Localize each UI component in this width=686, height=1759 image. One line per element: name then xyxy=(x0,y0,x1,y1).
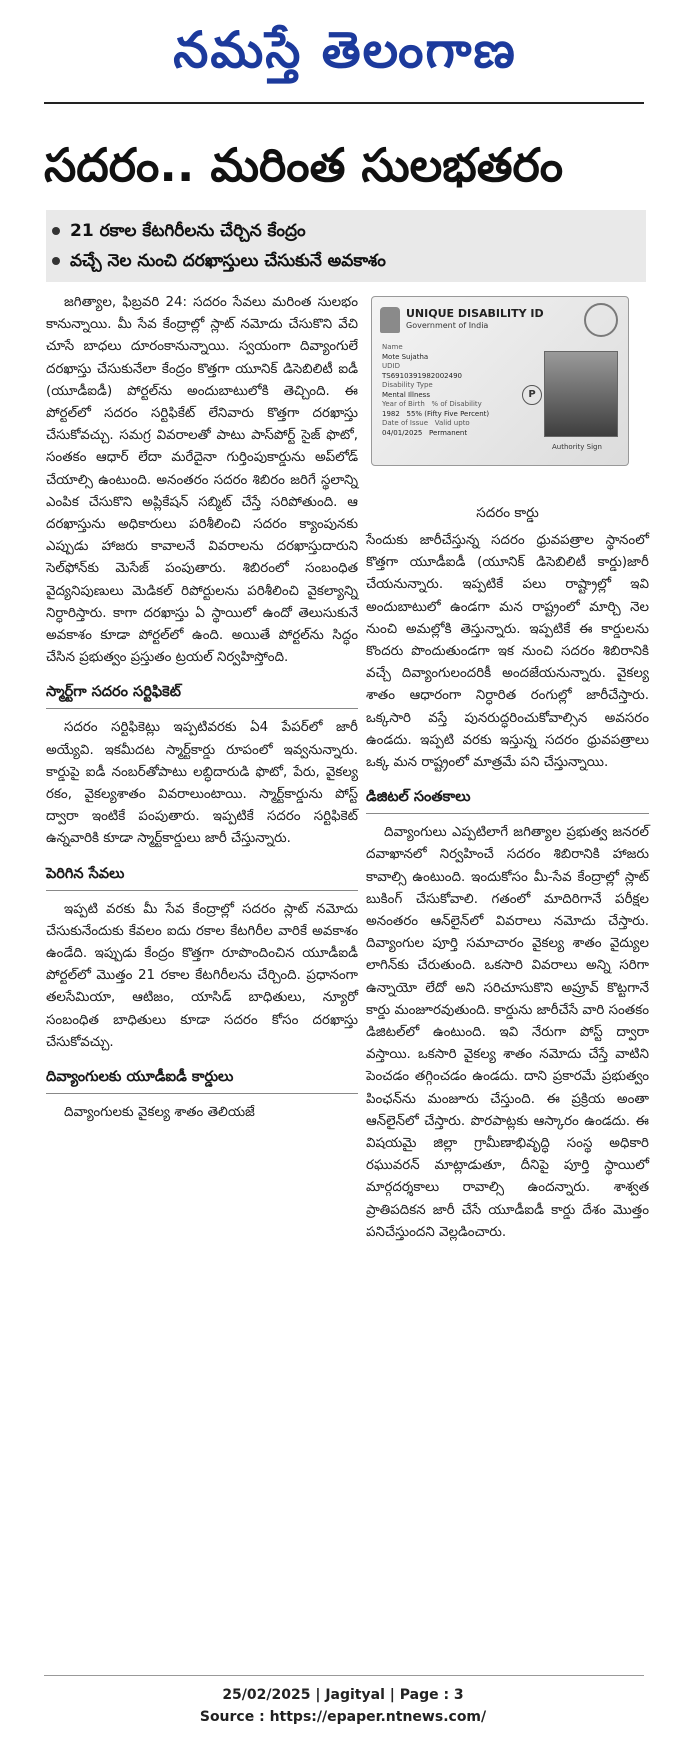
paragraph: సేందుకు జారీచేస్తున్న సదరం ధ్రువపత్రాల స్థానంలో కొత్తగా యూడీఐడీ (యూనిక్ డిసెబిలిటీ కార్డు)జారీ చేయనున్నారు. ఇప్పటికే పలు రాష్ట్రాల్లో ఇవి అందుబాటులో ఉండగా మన రాష్ట్రంలో మార్చి నెల నుంచి అమల్లోకి తెస్తున్నారు. ఇప్పటికే ఈ కార్డులను కొందరు పొందుతుండగా ఇక నుంచి సదరం శిబిరానికి వచ్చే దివ్యాంగులందరికీ అందజేయనున్నారు. వైకల్య శాతం ఆధారంగా నిర్ధారిత రంగుల్లో జారీచేస్తారు. ఒక్కసారి వస్తే పునరుద్ధరించుకోవాల్సిన అవసరం ఉండదు. ఇప్పటి వరకు ఇస్తున్న సదరం ధ్రువపత్రాలు ఒక్క మన రాష్ట్రంలో మాత్రమే పని చేస్తున్నాయి. xyxy=(366,533,649,771)
card-p-mark: P xyxy=(522,385,542,405)
card-label: Disability Type xyxy=(382,381,433,389)
photo-caption: సదరం కార్డు xyxy=(476,505,539,521)
masthead xyxy=(40,10,650,90)
bullet-item xyxy=(46,246,646,276)
footer xyxy=(0,1684,686,1728)
card-value-issue: 04/01/2025 xyxy=(382,428,423,437)
card-label: UDID xyxy=(382,362,400,370)
card-label-issue: Date of Issue xyxy=(382,419,429,427)
card-label-valid: Valid upto xyxy=(434,419,470,427)
card-label-pct: % of Disability xyxy=(431,400,482,408)
bullet-text: వచ్చే నెల నుంచి దరఖాస్తులు చేసుకునే అవకాశం xyxy=(70,251,386,271)
card-subtitle: Government of India xyxy=(406,321,489,330)
subheading-digital-signatures: డిజిటల్ సంతకాలు xyxy=(366,784,649,814)
card-value: TS6910391982002490 xyxy=(382,371,462,380)
paragraph: దివ్యాంగులకు వైకల్య శాతం తెలియజే xyxy=(64,1105,255,1121)
bottom-rule xyxy=(44,1675,644,1676)
card-label xyxy=(382,419,522,429)
udid-card-photo xyxy=(371,296,629,466)
paragraph: ఇప్పటి వరకు మీ సేవ కేంద్రాల్లో సదరం స్లాట్ నమోదు చేసుకునేందుకు కేవలం ఐదు రకాల కేటగిరీల వారికే అవకాశం ఉండేది. ఇప్పుడు కేంద్రం కొత్తగా రూపొందించిన యూడీఐడీ పోర్టల్‌లో మొత్తం 21 రకాల కేటగిరీలను చేర్చింది. ప్రధానంగా తలసేమియా, ఆటిజం, యాసిడ్ బాధితులు, న్యూరో సంబంధిత బాధితులు కూడా సదరం కోసం దరఖాస్తు చేసుకోవచ్చు. xyxy=(46,901,358,1050)
emblem-icon xyxy=(380,307,400,333)
lead-paragraph: జగిత్యాల, ఫిబ్రవరి 24: సదరం సేవలు మరింత సులభం కానున్నాయి. మీ సేవ కేంద్రాల్లో స్లాట్ నమోదు చేసుకొని వేచి చూసే బాధలు దూరంకానున్నాయి. స్వయంగా దివ్యాంగులే దరఖాస్తు చేసుకునేలా కేంద్రం కొత్తగా యూనిక్ డిసెబిలిటీ ఐడీ (యూడీఐడీ) పోర్టల్‌ను అందుబాటులోకి తెచ్చింది. ఈ పోర్టల్‌లో సదరం సర్టిఫికేట్ లేనివారు కొత్తగా దరఖాస్తు చేసుకోవచ్చు. సమగ్ర వివరాలతో పాటు పాస్‌పోర్ట్ సైజ్ ఫొటో, సంతకం ఆధార్ లేదా మరేదైనా గుర్తింపుకార్డును అప్‌లోడ్ చేయాల్సి ఉంటుంది. అనంతరం సదరం శిబిరం జరిగే స్థలాన్ని ఎంపిక చేసుకొని అప్లికేషన్ సబ్మిట్ చేస్తే సరిపోతుంది. ఆ దరఖాస్తును అధికారులు పరిశీలించి సదరం క్యాంపునకు ఎప్పుడు హాజరు కావాలనే వివరాలను దరఖాస్తుదారుని సెల్‌ఫోన్‌కు మెసేజ్ పంపుతారు. శిబిరంలో సంబంధిత వైద్యనిపుణులు మెడికల్ రిపోర్టులను పరిశీలించి వైకల్యాన్ని నిర్ధారిస్తారు. కాగా దరఖాస్తు ఏ స్థాయిలో ఉందో తెలుసుకునే అవకాశం కూడా పోర్టల్‌లో ఉంది. అయితే పోర్టల్‌ను సిద్ధం చేసిన ప్రభుత్వం ప్రస్తుతం ట్రయల్ నిర్వహిస్తోంది. xyxy=(46,295,358,666)
bullet-text: 21 రకాల కేటగిరీలను చేర్చిన కేంద్రం xyxy=(70,221,306,241)
card-label xyxy=(382,400,522,410)
seal-icon xyxy=(584,303,618,337)
card-value-valid: Permanent xyxy=(429,428,468,437)
right-column xyxy=(366,530,649,1246)
bullet-box xyxy=(46,210,646,282)
card-value: Mote Sujatha xyxy=(382,352,429,361)
card-title: UNIQUE DISABILITY ID xyxy=(406,307,544,320)
top-rule xyxy=(44,102,644,104)
card-fields xyxy=(382,343,522,438)
subheading-smart-certificate: స్మార్ట్‌గా సదరం సర్టిఫికెట్ xyxy=(46,679,358,709)
subheading-increased-services: పెరిగిన సేవలు xyxy=(46,861,358,891)
left-column xyxy=(46,292,358,1126)
footer-date-line: 25/02/2025 | Jagityal | Page : 3 xyxy=(222,1687,464,1703)
subheading-udid-cards: దివ్యాంగులకు యూడీఐడీ కార్డులు xyxy=(46,1064,358,1094)
bullet-item xyxy=(46,216,646,246)
card-value-yob: 1982 xyxy=(382,409,400,418)
paragraph: సదరం సర్టిఫికెట్లు ఇప్పటివరకు ఏ4 పేపర్‌లో జారీ అయ్యేవి. ఇకమీదట స్మార్ట్‌కార్డు రూపంలో ఇవ్వనున్నారు. కార్డుపై ఐడీ నంబర్‌తోపాటు లబ్ధిదారుడి ఫొటో, పేరు, వైకల్య రకం, వైకల్యశాతం వివరాలుంటాయి. స్మార్ట్‌కార్డును పోస్ట్ ద్వారా ఇంటికే పంపుతారు. ఇప్పటికే సదరం సర్టిఫికెట్ ఉన్నవారికి కూడా స్మార్ట్‌కార్డులు జారీ చేస్తున్నారు. xyxy=(46,720,358,847)
card-label: Name xyxy=(382,343,403,351)
udid-card xyxy=(371,296,629,466)
card-value xyxy=(382,429,522,439)
portrait-image xyxy=(544,351,618,437)
footer-source-line: Source : https://epaper.ntnews.com/ xyxy=(199,1709,487,1725)
headline: సదరం.. మరింత సులభతరం xyxy=(44,138,564,192)
card-sign-label: Authority Sign xyxy=(552,443,602,451)
card-value-pct: 55% (Fifty Five Percent) xyxy=(406,409,490,418)
paragraph: దివ్యాంగులు ఎప్పటిలాగే జగిత్యాల ప్రభుత్వ జనరల్ దవాఖానలో నిర్వహించే సదరం శిబిరానికి హాజరు కావాల్సి ఉంటుంది. ఇందుకోసం మీ-సేవ కేంద్రాల్లో స్లాట్ బుకింగ్ చేసుకోవాలి. గతంలో మాదిరిగానే పరీక్షల అనంతరం ఆన్‌లైన్‌లో వివరాలు నమోదు చేస్తారు. దివ్యాంగుల పూర్తి సమాచారం వైకల్య శాతం వైద్యుల లాగిన్‌కు చేరుతుంది. ఒకసారి వివరాలు అన్ని సరిగా ఉన్నాయో లేదో అని సరిచూసుకొని అప్రూవ్ కొట్టగానే కార్డు మంజూరవుతుంది. కార్డును జారీచేసే వారి సంతకం డిజిటల్‌లో ఉంటుంది. ఇవి నేరుగా పోస్ట్ ద్వారా వస్తాయి. ఒకసారి వైకల్య శాతం నమోదు చేస్తే వాటిని పెంచడం తగ్గించడం ఉండదు. దాని ప్రకారమే ప్రభుత్వం పింఛన్‌ను మంజూరు చేస్తుంది. ఈ ప్రక్రియ అంతా ఆన్‌లైన్‌లో చేస్తారు. పొరపాట్లకు ఆస్కారం ఉండదు. ఈ విషయమై జిల్లా గ్రామీణాభివృద్ధి సంస్థ అధికారి రఘువరన్ మాట్లాడుతూ, దీనిపై పూర్తి స్థాయిలో మార్గదర్శకాలు రావాల్సి ఉందన్నారు. శాశ్వత ప్రాతిపదికన జారీ చేసే యూడీఐడీ కార్డు దేశం మొత్తం పనిచేస్తుందని వెల్లడించారు. xyxy=(366,825,649,1240)
card-value xyxy=(382,410,522,420)
bullet-dot-icon xyxy=(52,257,60,265)
card-value: Mental Illness xyxy=(382,390,430,399)
bullet-dot-icon xyxy=(52,227,60,235)
masthead-title: నమస్తే తెలంగాణ xyxy=(173,20,517,79)
card-label-yob: Year of Birth xyxy=(382,400,425,408)
